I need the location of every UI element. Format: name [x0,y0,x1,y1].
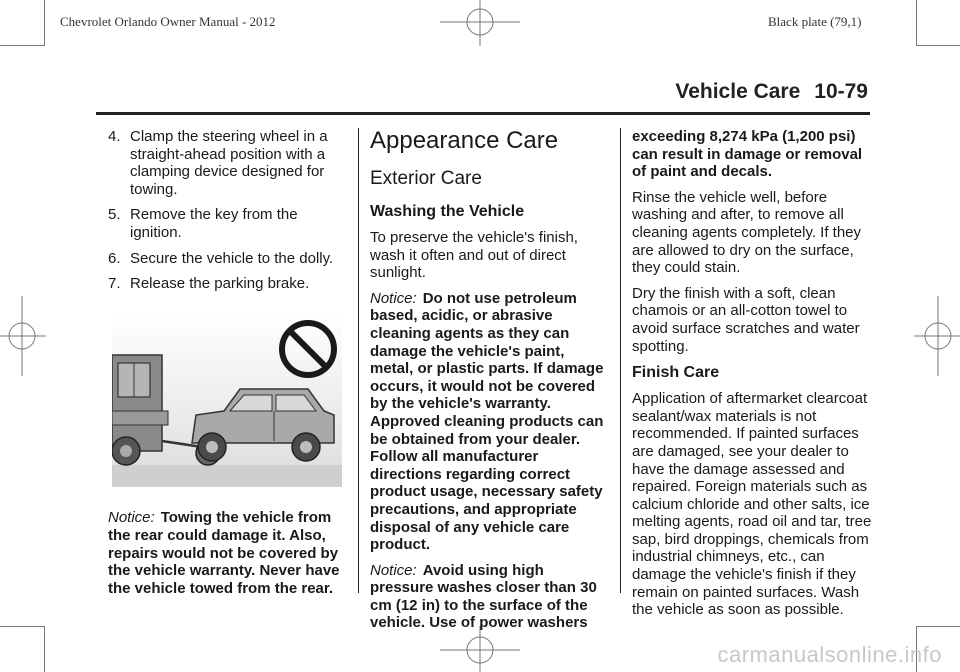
step-number: 5. [108,206,121,224]
column-3 [632,128,872,627]
paragraph: Application of aftermarket clearcoat sealant/wax materials is not recommended. If painted surfaces are damaged, see your dealer to have the damage assessed and repaired. Foreign materials such as calcium chloride and other salts, ice melting agents, road oil and tar, tree sap, bird droppings, chemicals from industrial chimneys, etc., can damage the vehicle's finish if they remain on painted surfaces. Wash the vehicle as soon as possible. [632,390,872,619]
paragraph: Dry the finish with a soft, clean chamois or an all-cotton towel to avoid surface scratches and water spotting. [632,284,860,355]
plate-right: Black plate (79,1) [768,14,862,29]
column-divider-2 [620,128,621,593]
step-text: Release the parking brake. [130,275,310,293]
prohibited-towing-from-rear-illustration [112,315,342,487]
heading-finish-care: Finish Care [632,364,720,382]
step-number: 6. [108,249,121,267]
registration-mark-left [0,296,46,376]
column-2 [370,128,610,640]
page-header [661,80,868,104]
heading-washing-the-vehicle: Washing the Vehicle [370,203,525,220]
plate-left: Chevrolet Orlando Owner Manual - 2012 [60,14,276,29]
heading-appearance-care: Appearance Care [370,127,559,154]
watermark: carmanualsonline.info [717,642,942,667]
notice-towing [108,509,348,597]
list-item [108,206,348,241]
registration-mark-top [440,0,520,46]
step-text: Clamp the steering wheel in a straight-ahead position with a clamping device designed for towing. [130,128,328,198]
notice-label: Notice: [108,509,155,527]
step-text: Secure the vehicle to the dolly. [130,249,334,267]
step-number: 7. [108,275,121,293]
paragraph: Rinse the vehicle well, before washing and after, to remove all cleaning agents completely. If they are allowed to dry on the surface, they could stain. [632,188,862,277]
notice-label: Notice: [370,561,417,579]
notice-text: Do not use petroleum based, acidic, or abrasive cleaning agents as they can damage the vehicle's paint, metal, or plastic parts. If damage occurs, it would not be covered by the vehicle's warranty. Approved cleaning products can be obtained from your dealer. Follow all manufacturer directions regarding correct product usage, necessary safety precautions, and appropriate disposal of any vehicle care product. [370,289,604,554]
step-number: 4. [108,128,121,145]
column-divider-1 [358,128,359,593]
page-number: 10-79 [814,80,868,103]
notice-label: Notice: [370,289,417,307]
column-1 [108,128,348,605]
heading-exterior-care: Exterior Care [370,168,482,189]
section-title: Vehicle Care [675,80,801,103]
notice-text: Towing the vehicle from the rear could damage it. Also, repairs would not be covered by the vehicle warranty. Never have the vehicle towed from the rear. [108,509,340,597]
notice-continued: exceeding 8,274 kPa (1,200 psi) can result in damage or removal of paint and decals. [632,128,863,181]
registration-mark-right [914,296,960,376]
paragraph: To preserve the vehicle's finish, wash it often and out of direct sunlight. [370,229,578,282]
list-item [108,128,348,198]
step-text: Remove the key from the ignition. [130,206,298,241]
notice-text: Avoid using high pressure washes closer than 30 cm (12 in) to the surface of the vehicle. Use of power washers [370,561,597,632]
notice-pressure-washes [370,562,610,632]
list-item [108,250,348,268]
header-rule [96,112,870,115]
list-item [108,275,348,293]
notice-cleaning-agents [370,290,610,554]
